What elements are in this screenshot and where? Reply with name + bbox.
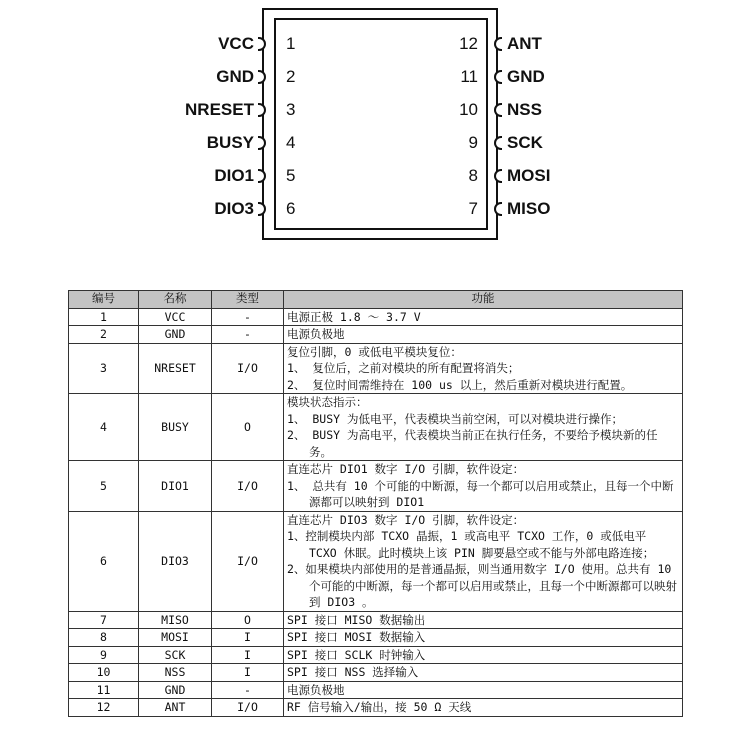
function-line: 直连芯片 DIO1 数字 I/O 引脚，软件设定：	[287, 462, 525, 476]
cell-name: MOSI	[139, 629, 212, 647]
cell-num: 7	[69, 611, 139, 629]
pin-number-right: 10	[459, 100, 478, 119]
header-name: 名称	[139, 291, 212, 309]
function-line: SPI 接口 MOSI 数据输入	[287, 630, 426, 644]
pin-notch-icon	[494, 70, 502, 84]
pin-label-left: DIO3	[214, 199, 254, 218]
cell-num: 11	[69, 681, 139, 699]
pin-number-left: 3	[286, 100, 296, 119]
cell-name: GND	[139, 326, 212, 344]
pin-number-right: 7	[468, 199, 478, 218]
cell-num: 12	[69, 699, 139, 717]
cell-function	[284, 646, 683, 664]
cell-function	[284, 511, 683, 611]
table-row	[69, 461, 683, 512]
pin-label-right: GND	[507, 67, 545, 86]
table-row	[69, 394, 683, 461]
pin-label-right: MOSI	[507, 166, 551, 185]
cell-name: DIO3	[139, 511, 212, 611]
table-row	[69, 629, 683, 647]
cell-type: I	[212, 646, 284, 664]
cell-name: VCC	[139, 308, 212, 326]
cell-name: MISO	[139, 611, 212, 629]
function-line: SPI 接口 MISO 数据输出	[287, 612, 426, 627]
cell-function	[284, 343, 683, 394]
cell-num: 10	[69, 664, 139, 682]
table-row	[69, 699, 683, 717]
pin-number-right: 11	[460, 67, 478, 86]
cell-type: I/O	[212, 461, 284, 512]
cell-type: I	[212, 629, 284, 647]
function-line: 2、 复位时间需维持在 100 us 以上，然后重新对模块进行配置。	[287, 377, 633, 392]
cell-type: I/O	[212, 511, 284, 611]
function-line: 直连芯片 DIO3 数字 I/O 引脚，软件设定：	[287, 512, 525, 527]
pin-number-left: 1	[286, 34, 296, 53]
cell-type: -	[212, 326, 284, 344]
pin-label-right: ANT	[507, 34, 542, 53]
pin-notch-icon	[494, 202, 502, 216]
cell-num: 3	[69, 343, 139, 394]
cell-type: I/O	[212, 699, 284, 717]
table-row	[69, 611, 683, 629]
header-number: 编号	[69, 291, 139, 309]
cell-name: GND	[139, 681, 212, 699]
chip-package-body	[274, 18, 488, 230]
pin-number-left: 2	[286, 67, 296, 86]
cell-name: NRESET	[139, 343, 212, 394]
pin-function-table	[68, 290, 683, 717]
cell-num: 6	[69, 511, 139, 611]
pin-label-left: DIO1	[214, 166, 254, 185]
pin-number-left: 5	[286, 166, 296, 185]
cell-function	[284, 394, 683, 461]
table-row	[69, 343, 683, 394]
cell-name: BUSY	[139, 394, 212, 461]
pin-number-left: 4	[286, 133, 296, 152]
cell-type: -	[212, 681, 284, 699]
pin-number-left: 6	[286, 199, 296, 218]
function-line: 1、 BUSY 为低电平，代表模块当前空闲，可以对模块进行操作；	[287, 411, 623, 426]
function-line: 电源负极地	[287, 327, 345, 341]
function-line: 电源正极 1.8 ～ 3.7 V	[287, 309, 421, 324]
pin-number-right: 8	[468, 166, 478, 185]
pin-notch-icon	[494, 136, 502, 150]
pin-notch-icon	[494, 37, 502, 51]
function-line: SPI 接口 SCLK 时钟输入	[287, 647, 426, 662]
cell-num: 1	[69, 308, 139, 326]
pin-notch-icon	[494, 103, 502, 117]
pin-label-left: NRESET	[185, 100, 254, 119]
pin-label-left: VCC	[218, 34, 254, 53]
pin-number-right: 12	[459, 34, 478, 53]
function-line: 1、控制模块内部 TCXO 晶振，1 或高电平 TCXO 工作，0 或低电平 TCXO 休眠。此时模块上该 PIN 脚要悬空或不能与外部电路连接；	[287, 529, 655, 560]
table-row	[69, 646, 683, 664]
cell-name: DIO1	[139, 461, 212, 512]
header-type: 类型	[212, 291, 284, 309]
table-row	[69, 511, 683, 611]
cell-num: 4	[69, 394, 139, 461]
cell-type: I	[212, 664, 284, 682]
function-line: 1、 复位后，之前对模块的所有配置将消失；	[287, 361, 520, 375]
cell-function	[284, 681, 683, 699]
function-line: RF 信号输入/输出，接 50 Ω 天线	[287, 700, 472, 714]
pin-label-left: GND	[216, 67, 254, 86]
function-line: SPI 接口 NSS 选择输入	[287, 665, 419, 679]
cell-num: 2	[69, 326, 139, 344]
table-row	[69, 681, 683, 699]
pin-label-right: NSS	[507, 100, 542, 119]
pin-notch-icon	[494, 169, 502, 183]
cell-function	[284, 461, 683, 512]
pin-number-right: 9	[468, 133, 478, 152]
cell-type: O	[212, 611, 284, 629]
cell-function	[284, 326, 683, 344]
function-line: 2、 BUSY 为高电平，代表模块当前正在执行任务，不要给予模块新的任务。	[287, 428, 658, 459]
function-line: 1、 总共有 10 个可能的中断源，每一个都可以启用或禁止，且每一个中断源都可以映射到 DIO1	[287, 478, 674, 509]
cell-num: 8	[69, 629, 139, 647]
cell-function	[284, 629, 683, 647]
table-row	[69, 308, 683, 326]
function-line: 2、如果模块内部使用的是普通晶振，则当通用数字 I/O 使用。总共有 10 个可能的中断源，每一个都可以启用或禁止，且每一个中断源都可以映射到 DIO3 。	[287, 562, 677, 609]
cell-num: 9	[69, 646, 139, 664]
pin-label-left: BUSY	[206, 133, 254, 152]
table-row	[69, 664, 683, 682]
cell-name: ANT	[139, 699, 212, 717]
cell-function	[284, 664, 683, 682]
cell-type: O	[212, 394, 284, 461]
pin-label-right: SCK	[507, 133, 543, 152]
cell-type: I/O	[212, 343, 284, 394]
pin-label-right: MISO	[507, 199, 551, 218]
cell-name: NSS	[139, 664, 212, 682]
header-function: 功能	[284, 291, 683, 309]
table-row	[69, 326, 683, 344]
function-line: 模块状态指示：	[287, 395, 368, 409]
cell-function	[284, 308, 683, 326]
cell-name: SCK	[139, 646, 212, 664]
cell-function	[284, 699, 683, 717]
cell-num: 5	[69, 461, 139, 512]
cell-function	[284, 611, 683, 629]
function-line: 复位引脚，0 或低电平模块复位：	[287, 344, 462, 359]
cell-type: -	[212, 308, 284, 326]
table-header-row	[69, 291, 683, 309]
function-line: 电源负极地	[287, 682, 345, 697]
